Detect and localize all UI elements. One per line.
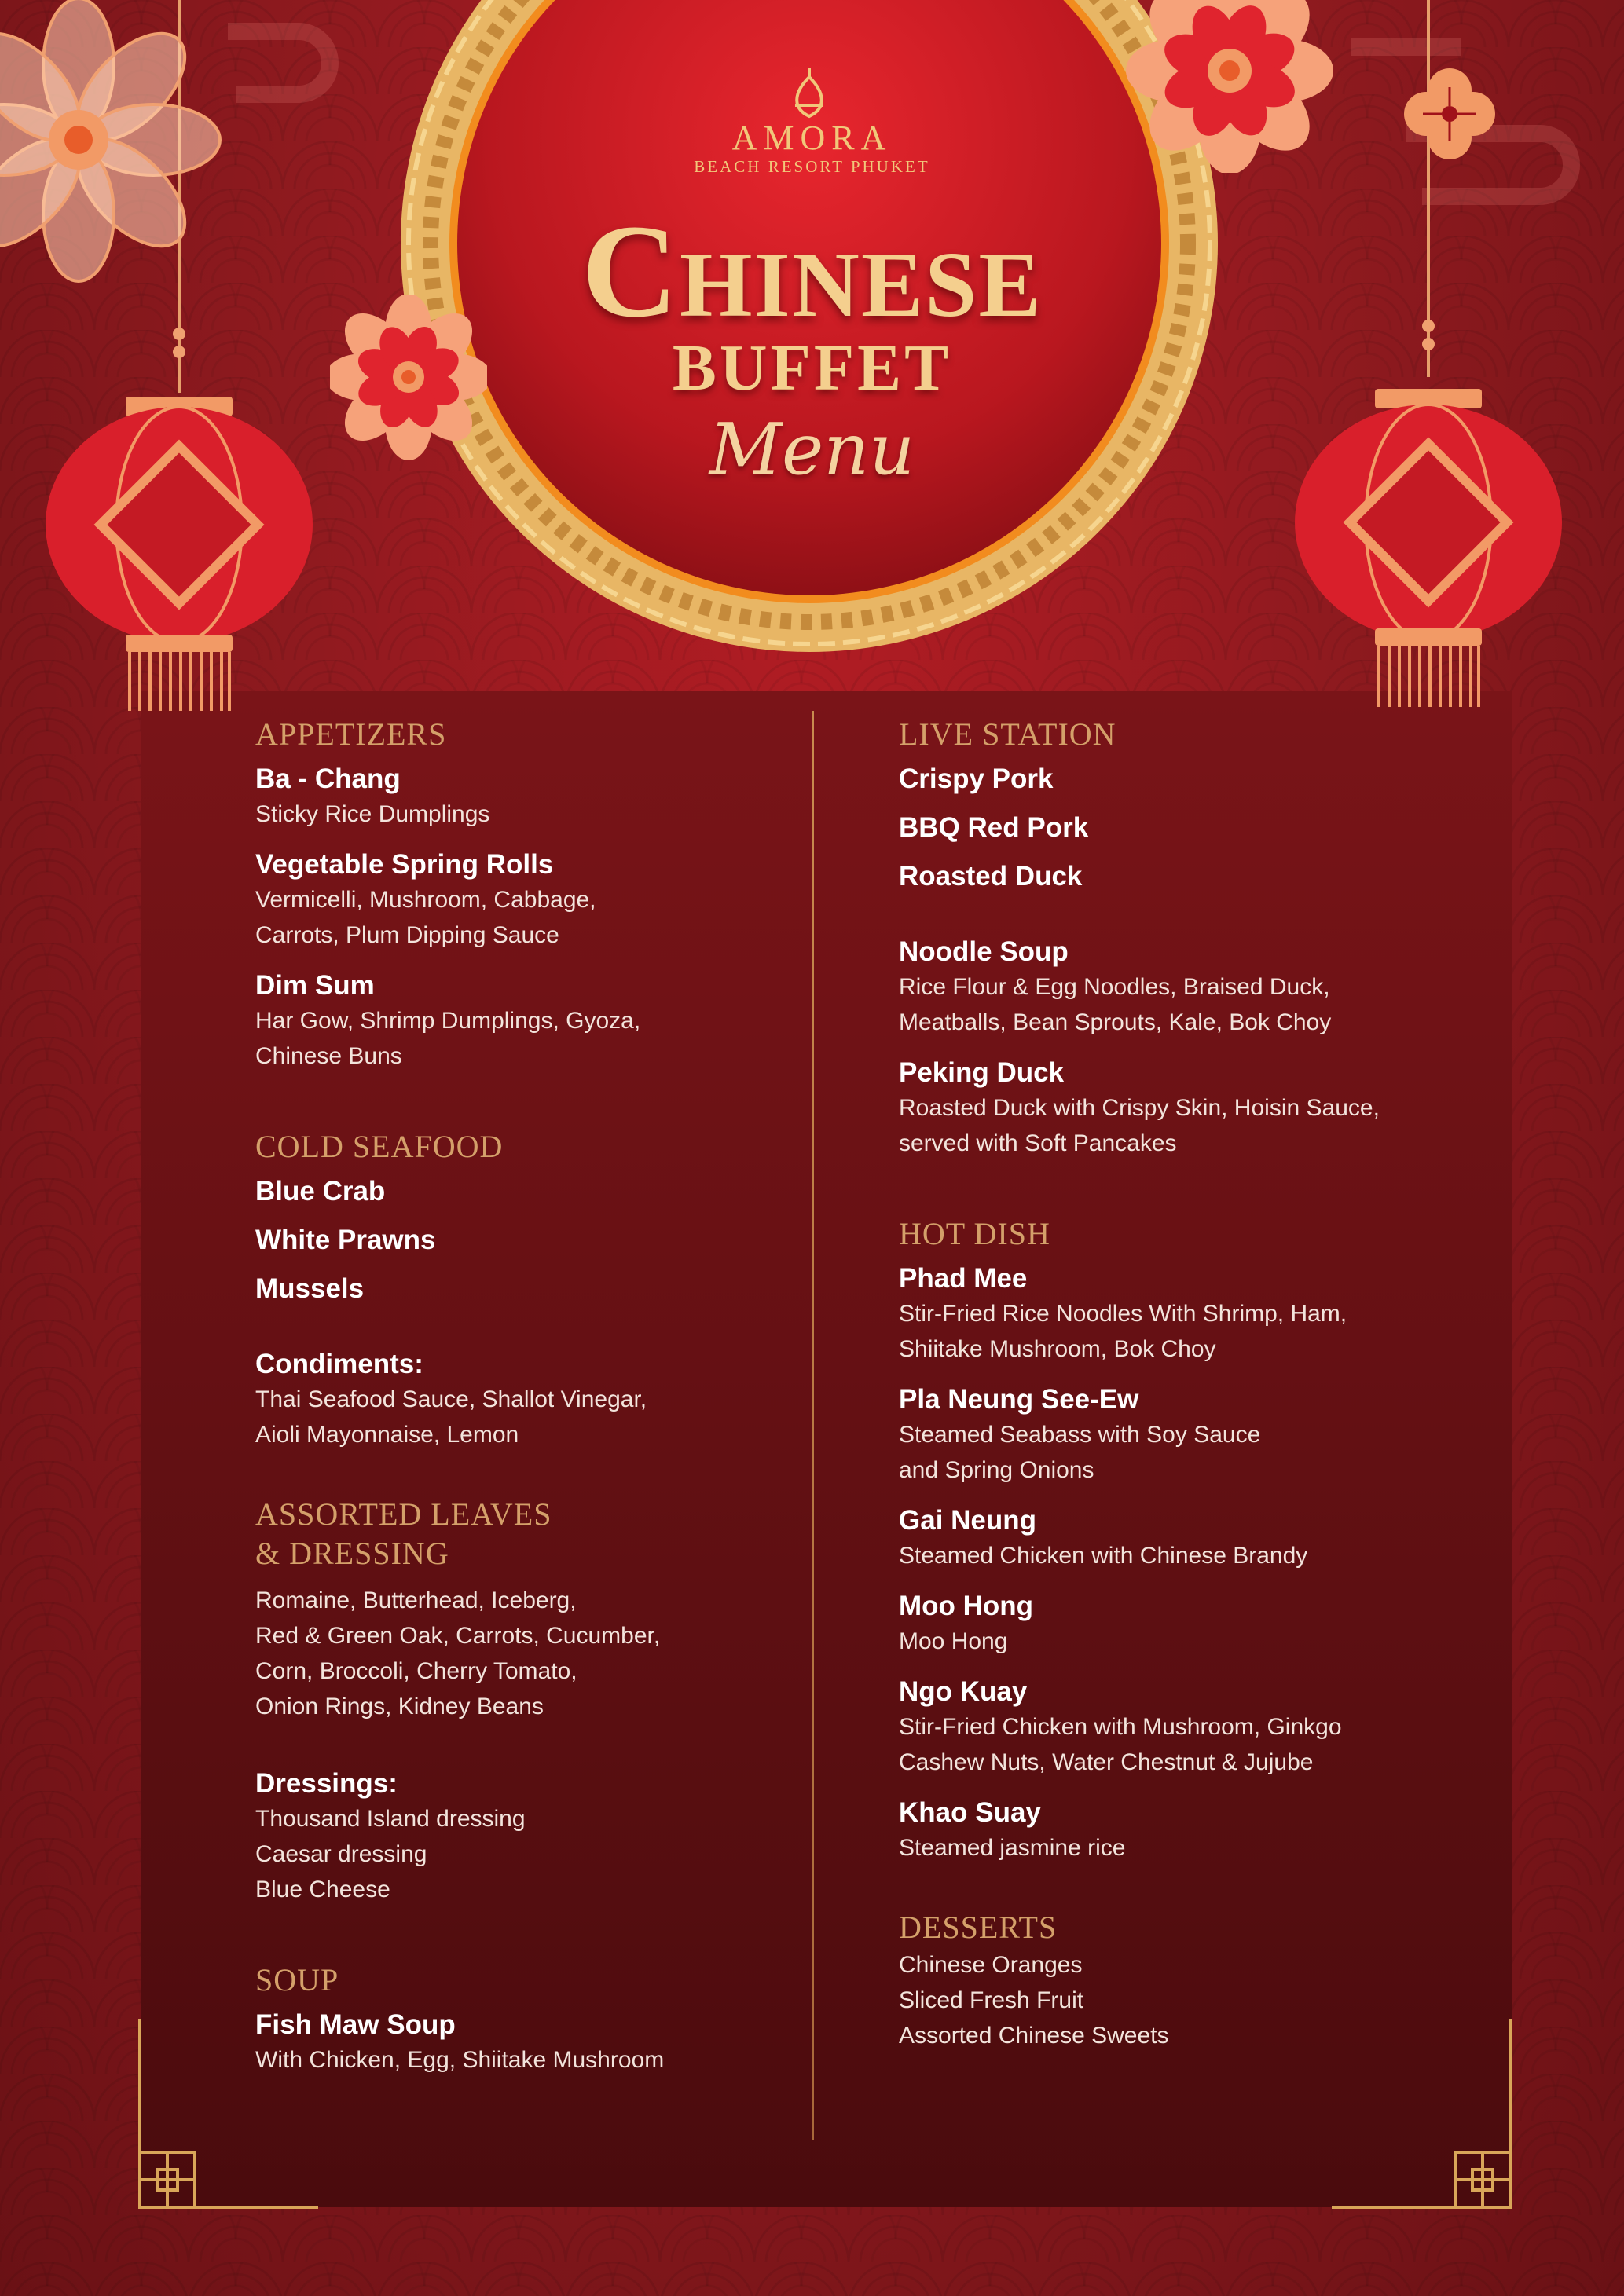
menu-item	[255, 762, 790, 832]
menu-column-left	[255, 715, 790, 2093]
menu-item	[255, 1767, 790, 1907]
page-subtitle: BUFFET	[672, 331, 952, 405]
item-name: Peking Duck	[899, 1057, 1065, 1088]
item-desc: Sliced Fresh Fruit	[899, 1987, 1084, 2013]
item-desc: and Spring Onions	[899, 1457, 1094, 1483]
page-title: Chinese	[581, 197, 1043, 345]
amora-logo-icon	[778, 61, 841, 124]
menu-item	[899, 1675, 1496, 1780]
item-desc: Meatballs, Bean Sprouts, Kale, Bok Choy	[899, 1009, 1332, 1035]
item-desc: Stir-Fried Chicken with Mushroom, Ginkgo	[899, 1714, 1342, 1740]
item-desc: Chinese Oranges	[899, 1952, 1083, 1978]
menu-item	[899, 1796, 1496, 1866]
item-name: Blue Crab	[255, 1176, 386, 1207]
menu-item	[255, 848, 790, 953]
menu-item	[899, 811, 1496, 845]
section-title-line: ASSORTED LEAVES	[255, 1496, 552, 1532]
item-desc: Carrots, Plum Dipping Sauce	[255, 922, 559, 948]
item-desc: Stir-Fried Rice Noodles With Shrimp, Ham,	[899, 1301, 1347, 1327]
menu-item	[255, 1223, 790, 1258]
item-name: Roasted Duck	[899, 861, 1083, 892]
item-name: Gai Neung	[899, 1505, 1037, 1536]
item-name: Crispy Pork	[899, 764, 1054, 794]
menu-item	[255, 1583, 790, 1724]
item-desc: Red & Green Oak, Carrots, Cucumber,	[255, 1623, 661, 1649]
item-desc: Moo Hong	[899, 1628, 1008, 1654]
item-name: Ba - Chang	[255, 764, 401, 794]
item-name: Phad Mee	[899, 1263, 1028, 1294]
menu-item	[899, 1382, 1496, 1488]
section-title-soup: SOUP	[255, 1962, 339, 1998]
menu-item	[899, 1503, 1496, 1573]
item-name: Moo Hong	[899, 1591, 1034, 1621]
item-desc: Har Gow, Shrimp Dumplings, Gyoza,	[255, 1008, 641, 1034]
section-title-assorted-leaves	[255, 1495, 790, 1573]
item-desc: Cashew Nuts, Water Chestnut & Jujube	[899, 1749, 1314, 1775]
menu-column-right	[899, 715, 1496, 2069]
item-desc: Chinese Buns	[255, 1043, 402, 1069]
item-desc: Thai Seafood Sauce, Shallot Vinegar,	[255, 1386, 647, 1412]
section-title-cold-seafood: COLD SEAFOOD	[255, 1129, 504, 1164]
item-desc: Assorted Chinese Sweets	[899, 2023, 1169, 2049]
item-desc: Corn, Broccoli, Cherry Tomato,	[255, 1658, 577, 1684]
section-title-desserts: DESSERTS	[899, 1910, 1058, 1945]
page-title-script: Menu	[709, 408, 915, 491]
menu-item	[899, 1056, 1496, 1161]
item-name: White Prawns	[255, 1225, 436, 1255]
item-name: Condiments:	[255, 1349, 423, 1379]
item-desc: Blue Cheese	[255, 1877, 390, 1902]
item-desc: Caesar dressing	[255, 1841, 427, 1867]
menu-item	[899, 1262, 1496, 1367]
item-desc: Roasted Duck with Crispy Skin, Hoisin Sauce,	[899, 1095, 1380, 1121]
item-desc: With Chicken, Egg, Shiitake Mushroom	[255, 2047, 665, 2073]
item-desc: Steamed Seabass with Soy Sauce	[899, 1422, 1261, 1448]
item-name: Dressings:	[255, 1768, 398, 1799]
item-desc: Sticky Rice Dumplings	[255, 801, 490, 827]
section-title-hot-dish: HOT DISH	[899, 1216, 1050, 1251]
item-desc: Rice Flour & Egg Noodles, Braised Duck,	[899, 974, 1330, 1000]
item-desc: Shiitake Mushroom, Bok Choy	[899, 1336, 1216, 1362]
item-desc: Steamed Chicken with Chinese Brandy	[899, 1543, 1308, 1569]
menu-item	[899, 859, 1496, 894]
item-name: Fish Maw Soup	[255, 2009, 456, 2040]
item-name: Ngo Kuay	[899, 1676, 1028, 1707]
item-name: Pla Neung See-Ew	[899, 1384, 1139, 1415]
section-title-live-station: LIVE STATION	[899, 716, 1116, 752]
menu-item	[899, 762, 1496, 796]
item-name: Mussels	[255, 1273, 365, 1304]
brand-name: AMORA	[731, 119, 893, 157]
section-title-appetizers: APPETIZERS	[255, 716, 447, 752]
column-divider	[812, 711, 814, 2140]
item-desc: Romaine, Butterhead, Iceberg,	[255, 1587, 577, 1613]
item-desc: served with Soft Pancakes	[899, 1130, 1177, 1156]
item-desc: Vermicelli, Mushroom, Cabbage,	[255, 887, 596, 913]
menu-item	[899, 1589, 1496, 1659]
item-desc: Aioli Mayonnaise, Lemon	[255, 1422, 519, 1448]
item-name: Dim Sum	[255, 970, 375, 1001]
item-desc: Onion Rings, Kidney Beans	[255, 1694, 544, 1719]
item-name: Vegetable Spring Rolls	[255, 849, 554, 880]
menu-item	[255, 969, 790, 1074]
item-name: Noodle Soup	[899, 936, 1069, 967]
menu-item	[255, 1272, 790, 1306]
menu-item	[255, 1347, 790, 1452]
item-desc: Steamed jasmine rice	[899, 1835, 1126, 1861]
brand-subtitle: BEACH RESORT PHUKET	[694, 157, 930, 176]
item-desc: Thousand Island dressing	[255, 1806, 526, 1832]
menu-item	[255, 2008, 790, 2078]
item-name: Khao Suay	[899, 1797, 1041, 1828]
item-name: BBQ Red Pork	[899, 812, 1089, 843]
menu-item	[899, 935, 1496, 1040]
menu-item	[255, 1174, 790, 1209]
section-title-line: & DRESSING	[255, 1536, 449, 1571]
menu-item	[899, 1947, 1496, 2053]
